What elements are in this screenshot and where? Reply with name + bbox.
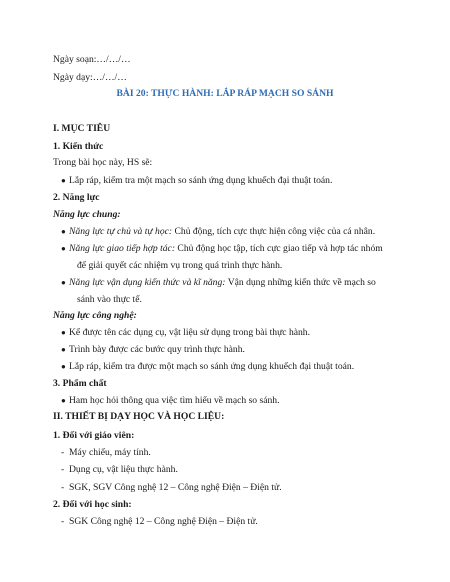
- list-item: ● Trình bày được các bước quy trình thực hành.: [61, 344, 245, 355]
- list-item: ● Lắp ráp, kiểm tra một mạch so sánh ứng dụng khuếch đại thuật toán.: [61, 175, 333, 186]
- date-prepared: Ngày soạn:…/…/…: [53, 54, 131, 65]
- bullet-icon: ●: [61, 244, 66, 253]
- list-item: ● Năng lực vận dụng kiến thức và kĩ năng: Vận dụng những kiến thức về mạch so: [61, 277, 376, 288]
- section-objectives-heading: I. MỤC TIÊU: [53, 123, 111, 134]
- tech-competence-heading: Năng lực công nghệ:: [53, 310, 137, 321]
- teacher-heading: 1. Đối với giáo viên:: [53, 430, 135, 441]
- student-heading: 2. Đối với học sinh:: [53, 499, 132, 510]
- date-taught: Ngày dạy:…/…/…: [53, 72, 127, 83]
- general-competence-heading: Năng lực chung:: [53, 209, 121, 220]
- bullet-icon: ●: [61, 227, 66, 236]
- list-item: ● Kể được tên các dụng cụ, vật liệu sử dụng trong bài thực hành.: [61, 327, 310, 338]
- knowledge-heading: 1. Kiến thức: [53, 141, 104, 152]
- lesson-title: BÀI 20: THỰC HÀNH: LẮP RÁP MẠCH SO SÁNH: [116, 88, 334, 99]
- list-item: - Máy chiếu, máy tính.: [61, 447, 151, 458]
- list-item: - Dụng cụ, vật liệu thực hành.: [61, 464, 178, 475]
- list-item: ● Lắp ráp, kiểm tra được một mạch so sánh ứng dụng khuếch đại thuật toán.: [61, 361, 355, 372]
- list-item-continuation: sánh vào thực tế.: [77, 294, 142, 305]
- list-item-continuation: để giải quyết các nhiệm vụ trong quá trình thực hành.: [77, 260, 283, 271]
- bullet-icon: ●: [61, 396, 66, 405]
- bullet-icon: ●: [61, 278, 66, 287]
- list-item: ● Năng lực tự chủ và tự học: Chủ động, tích cực thực hiện công việc của cá nhân.: [61, 226, 376, 237]
- quality-heading: 3. Phẩm chất: [53, 378, 107, 389]
- section-equipment-heading: II. THIẾT BỊ DẠY HỌC VÀ HỌC LIỆU:: [53, 411, 225, 422]
- list-item: ● Ham học hỏi thông qua việc tìm hiểu về mạch so sánh.: [61, 395, 280, 406]
- competence-heading: 2. Năng lực: [53, 192, 100, 203]
- knowledge-intro: Trong bài học này, HS sẽ:: [53, 157, 153, 168]
- list-item: - SGK, SGV Công nghệ 12 – Công nghệ Điện – Điện tử.: [61, 482, 282, 493]
- bullet-icon: ●: [61, 176, 66, 185]
- list-item: - SGK Công nghệ 12 – Công nghệ Điện – Điện tử.: [61, 516, 258, 527]
- list-item: ● Năng lực giao tiếp hợp tác: Chủ động học tập, tích cực giao tiếp và hợp tác nhóm: [61, 243, 383, 254]
- bullet-icon: ●: [61, 362, 66, 371]
- bullet-icon: ●: [61, 345, 66, 354]
- bullet-icon: ●: [61, 328, 66, 337]
